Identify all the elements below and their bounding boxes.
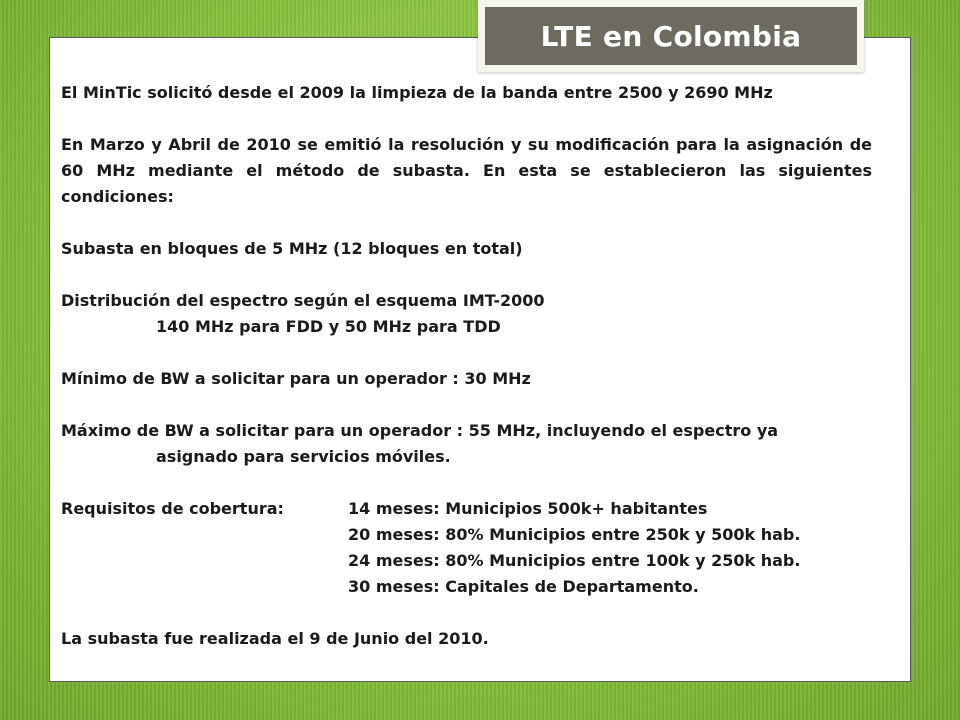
requirement-item: 14 meses: Municipios 500k+ habitantes: [348, 499, 708, 518]
slide-body: [61, 80, 872, 678]
paragraph-auction-date: La subasta fue realizada el 9 de Junio del 2010.: [61, 629, 489, 648]
coverage-requirements: [61, 496, 872, 600]
paragraph-resolution: En Marzo y Abril de 2010 se emitió la resolución y su modificación para la asignación de 60 MHz mediante el método de subasta. En esta se establecieron las siguientes condiciones:: [61, 135, 872, 206]
max-bw-continuation: asignado para servicios móviles.: [156, 447, 451, 466]
requirement-item: 30 meses: Capitales de Departamento.: [348, 577, 699, 596]
paragraph-max-bw: [61, 418, 872, 470]
paragraph-band-cleanup: El MinTic solicitó desde el 2009 la limpieza de la banda entre 2500 y 2690 MHz: [61, 83, 773, 102]
requirement-item: 20 meses: 80% Municipios entre 250k y 500k hab.: [348, 525, 801, 544]
fdd-tdd-line: 140 MHz para FDD y 50 MHz para TDD: [156, 317, 501, 336]
slide-title: LTE en Colombia: [485, 7, 857, 65]
paragraph-min-bw: Mínimo de BW a solicitar para un operador : 30 MHz: [61, 369, 531, 388]
max-bw-line: Máximo de BW a solicitar para un operador : 55 MHz, incluyendo el espectro ya: [61, 421, 779, 440]
paragraph-spectrum-distribution: [61, 288, 872, 340]
coverage-requirements-list: [348, 496, 872, 600]
requirement-item: 24 meses: 80% Municipios entre 100k y 250k hab.: [348, 551, 801, 570]
title-frame: [478, 0, 864, 72]
spectrum-distribution-line: Distribución del espectro según el esquema IMT-2000: [61, 291, 545, 310]
coverage-requirements-label: Requisitos de cobertura:: [61, 499, 284, 518]
paragraph-auction-blocks: Subasta en bloques de 5 MHz (12 bloques en total): [61, 239, 523, 258]
